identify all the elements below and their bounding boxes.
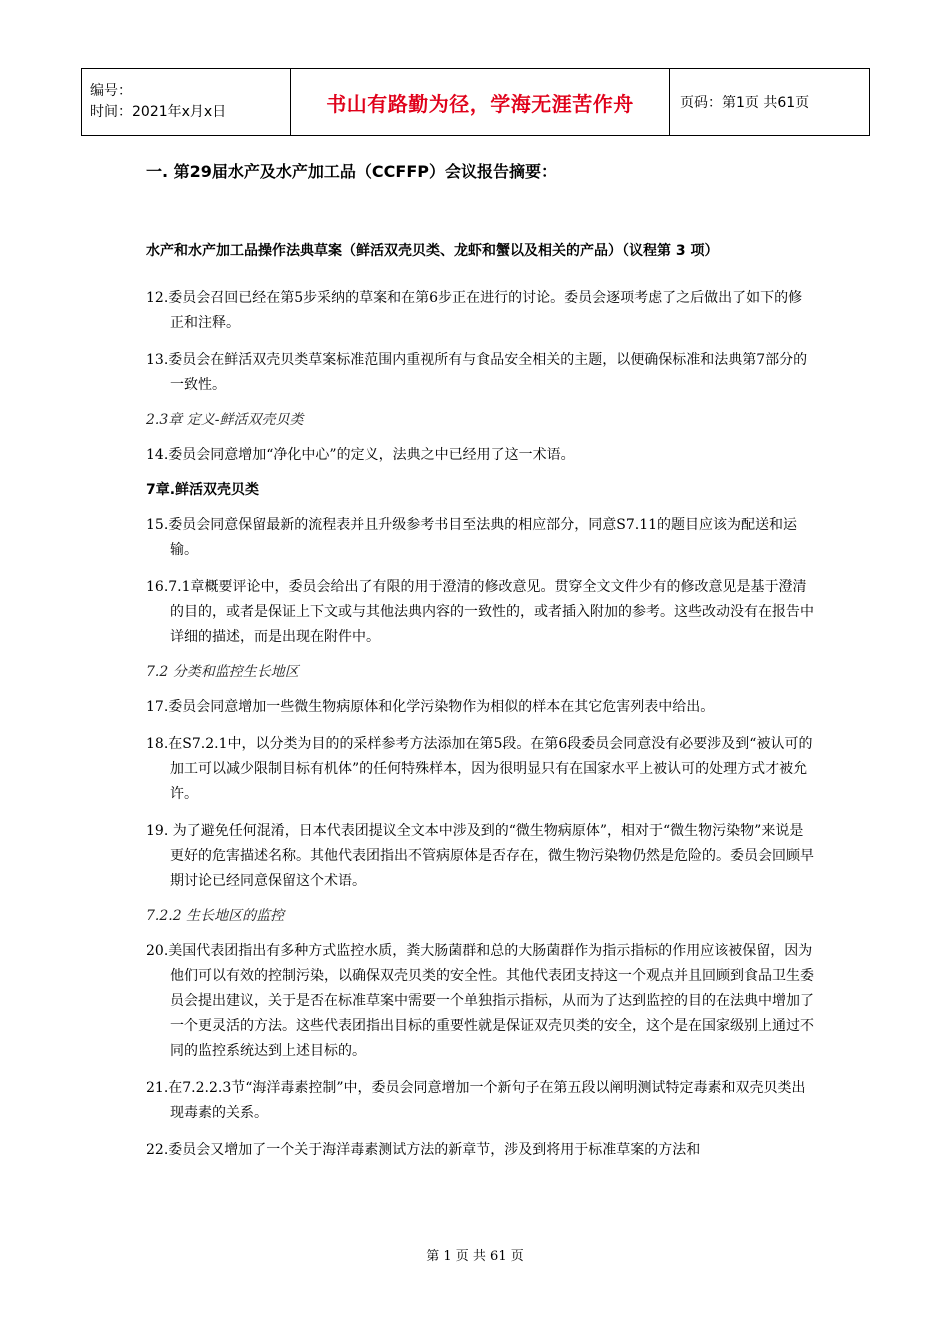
subheading-7-2-2: 7.2.2 生长地区的监控 — [146, 908, 285, 924]
paragraph-14: 14.委员会同意增加“净化中心”的定义，法典之中已经用了这一术语。 — [146, 447, 575, 463]
section-title: 水产和水产加工品操作法典草案（鲜活双壳贝类、龙虾和蟹以及相关的产品）（议程第 3 项） — [146, 243, 719, 259]
paragraph-16: 16.7.1章概要评论中，委员会给出了有限的用于澄清的修改意见。贯穿全文文件少有的修改意见是基于澄清的目的，或者是保证上下文或与其他法典内容的一致性的，或者插入附加的参考。这些改动没有在报告中详细的描述，而是出现在附件中。 — [146, 579, 814, 645]
subheading-7: 7章.鲜活双壳贝类 — [146, 482, 260, 498]
subheading-2-3: 2.3章 定义-鲜活双壳贝类 — [146, 412, 304, 428]
paragraph-13: 13.委员会在鲜活双壳贝类草案标准范围内重视所有与食品安全相关的主题，以便确保标准和法典第7部分的一致性。 — [146, 352, 808, 393]
header-motto: 书山有路勤为径，学海无涯苦作舟 — [291, 69, 670, 136]
paragraph-12: 12.委员会召回已经在第5步采纳的草案和在第6步正在进行的讨论。委员会逐项考虑了之后做出了如下的修正和注释。 — [146, 290, 803, 331]
date-text: 时间：2021年x月x日 — [90, 104, 227, 120]
paragraph-18: 18.在S7.2.1中，以分类为目的的采样参考方法添加在第5段。在第6段委员会同意没有必要涉及到“被认可的加工可以减少限制目标有机体”的任何特殊样本，因为很明显只有在国家水平上被认可的处理方式才被允许。 — [146, 736, 813, 802]
subheading-7-2: 7.2 分类和监控生长地区 — [146, 664, 299, 680]
paragraph-19: 19. 为了避免任何混淆，日本代表团提议全文本中涉及到的“微生物病原体”，相对于“微生物污染物”来说是更好的危害描述名称。其他代表团指出不管病原体是否存在，微生物污染物仍然是危险的。委员会回顾早期讨论已经同意保留这个术语。 — [146, 823, 814, 889]
document-header — [81, 68, 870, 136]
page-footer: 第 1 页 共 61 页 — [426, 1249, 524, 1264]
paragraph-21: 21.在7.2.2.3节“海洋毒素控制”中，委员会同意增加一个新句子在第五段以阐明测试特定毒素和双壳贝类出现毒素的关系。 — [146, 1080, 806, 1121]
paragraph-15: 15.委员会同意保留最新的流程表并且升级参考书目至法典的相应部分，同意S7.11的题目应该为配送和运输。 — [146, 517, 798, 558]
paragraph-22: 22.委员会又增加了一个关于海洋毒素测试方法的新章节，涉及到将用于标准草案的方法和 — [146, 1142, 701, 1158]
paragraph-17: 17.委员会同意增加一些微生物病原体和化学污染物作为相似的样本在其它危害列表中给出。 — [146, 699, 715, 715]
paragraph-20: 20.美国代表团指出有多种方式监控水质，粪大肠菌群和总的大肠菌群作为指示指标的作用应该被保留，因为他们可以有效的控制污染，以确保双壳贝类的安全性。其他代表团支持这一个观点并且回顾到食品卫生委员会提出建议，关于是否在标准草案中需要一个单独指示指标，从而为了达到监控的目的在法典中增加了一个更灵活的方法。这些代表团指出目标的重要性就是保证双壳贝类的安全，这个是在国家级别上通过不同的监控系统达到上述目标的。 — [146, 943, 814, 1059]
header-page-info: 页码：第1页 共61页 — [670, 69, 870, 136]
document-title: 一. 第29届水产及水产加工品（CCFFP）会议报告摘要： — [146, 162, 557, 181]
document-body — [146, 155, 814, 1163]
serial-label: 编号： — [90, 83, 132, 99]
header-meta-cell — [82, 69, 291, 136]
